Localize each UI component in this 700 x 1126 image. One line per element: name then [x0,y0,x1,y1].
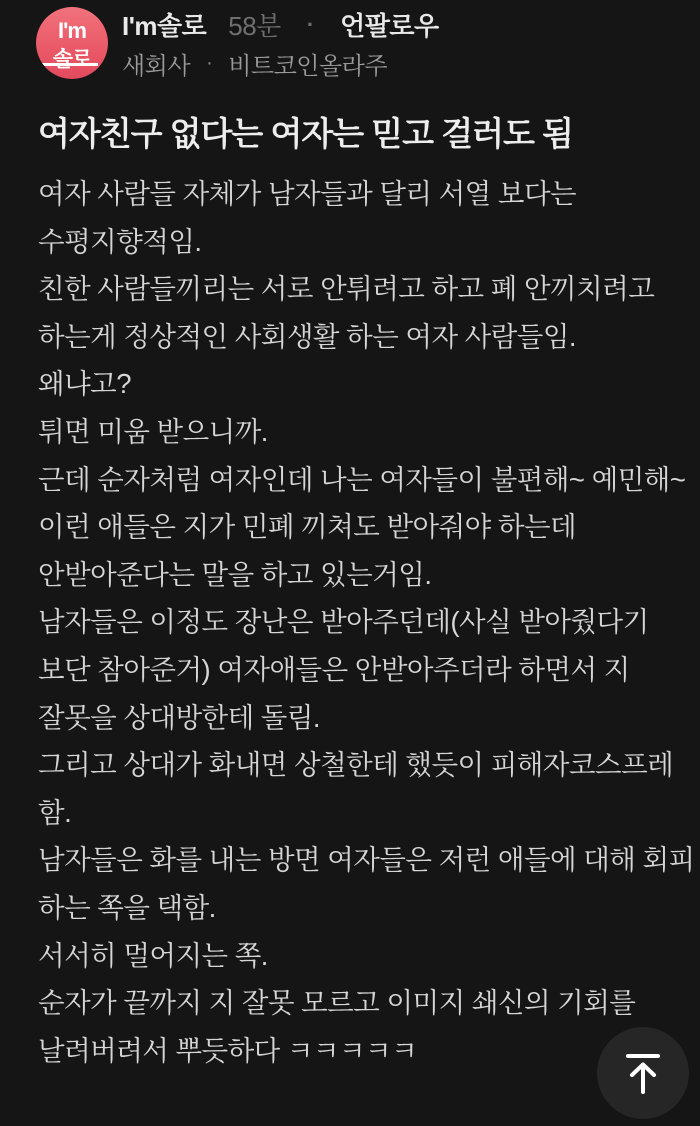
post-content [38,112,695,1074]
post-header [36,4,680,81]
post-line: 남자들은 이정도 장난은 받아주던데(사실 받아줬다기 [38,606,649,638]
username[interactable]: I'm솔로 [122,11,207,41]
post-time: 58분 [228,11,281,41]
post-line: 그리고 상대가 화내면 상철한테 했듯이 피해자코스프레 [38,749,674,781]
post-line: 안받아준다는 말을 하고 있는거임. [38,558,432,590]
post-line: 튀면 미움 받으니까. [38,415,268,447]
avatar-text-line2: 솔로 [52,47,92,71]
header-row-primary [122,6,439,43]
post-line: 이런 애들은 지가 민폐 끼쳐도 받아줘야 하는데 [38,511,577,543]
post-line: 서서히 멀어지는 쪽. [38,939,268,971]
post-line: 남자들은 화를 내는 방면 여자들은 저런 애들에 대해 회피 [38,844,695,876]
arrow-up-to-line-icon [621,1050,665,1096]
community-name[interactable]: 새회사 [122,53,191,80]
post-line: 잘못을 상대방한테 돌림. [38,701,321,733]
post-line: 친한 사람들끼리는 서로 안튀려고 하고 폐 안끼치려고 [38,273,655,305]
post-line: 하는게 정상적인 사회생활 하는 여자 사람들임. [38,320,577,352]
header-text [122,4,439,81]
scroll-to-top-button[interactable] [597,1027,689,1119]
post-line: 수평지향적임. [38,225,202,257]
post-title: 여자친구 없다는 여자는 믿고 걸러도 됨 [38,115,573,152]
avatar-text-line1: I'm [58,17,86,43]
post-line: 왜냐고? [38,368,131,400]
post-line: 하는 쪽을 택함. [38,891,216,923]
post-body [38,170,695,1074]
post-line: 함. [38,796,72,828]
topic-tag[interactable]: 비트코인올라주 [228,53,388,80]
separator-dot-small: · [206,52,213,74]
post-line: 순자가 끝까지 지 잘못 모르고 이미지 쇄신의 기회를 [38,987,636,1019]
unfollow-button[interactable]: 언팔로우 [340,11,439,41]
post-line: 보단 참아준거) 여자애들은 안받아주더라 하면서 지 [38,653,630,685]
post-line: 근데 순자처럼 여자인데 나는 여자들이 불편해~ 예민해~ [38,463,686,495]
post-line: 여자 사람들 자체가 남자들과 달리 서열 보다는 [38,178,577,209]
post-line: 날려버려서 뿌듯하다 ㅋㅋㅋㅋㅋ [38,1034,418,1066]
separator-dot: · [306,11,315,37]
avatar[interactable] [36,7,108,79]
header-row-secondary [122,46,439,81]
